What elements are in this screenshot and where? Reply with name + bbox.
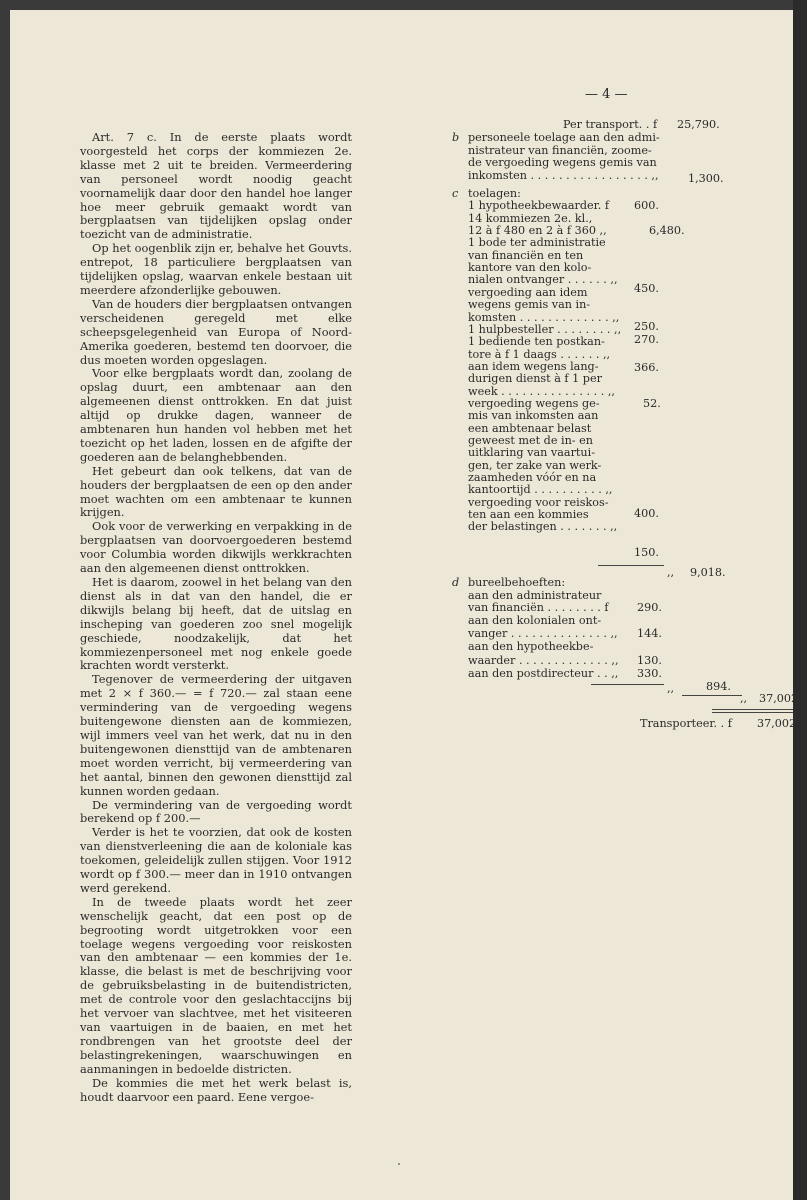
subtotal-rule-d: [591, 684, 664, 685]
item-c-line: 1 hypotheekbewaarder. f: [468, 199, 610, 213]
item-d-line: van financiën . . . . . . . . f: [468, 601, 609, 614]
item-d-value: 330.: [637, 667, 662, 680]
grand-total-prefix: ,,: [740, 692, 748, 705]
total-rule-1: [712, 709, 793, 710]
scan-border-top: [0, 0, 807, 10]
paragraph: Voor elke bergplaats wordt dan, zoolang de opslag duurt, een ambtenaar aan den algemeenen dienst onttrokken. En dat juist altijd op drukke dagen, wanneer de ambtenaren hun handen vol hebben met het toezicht op het laden, lossen en de afgifte der goederen aan de belanghebbenden.: [80, 366, 352, 464]
item-c-line: 1 bode ter administratie: [468, 236, 606, 250]
grand-total-value: 37,002.: [759, 692, 802, 705]
item-c-line: een ambtenaar belast: [468, 421, 592, 435]
item-letter-b: b: [452, 131, 460, 144]
item-c-line: durigen dienst à f 1 per: [468, 372, 602, 386]
item-d-total: 894.: [706, 680, 731, 693]
item-c-line: ten aan een kommies: [468, 508, 589, 522]
item-c-line: 14 kommiezen 2e. kl.,: [468, 211, 593, 225]
item-c-total: 9,018.: [690, 566, 726, 579]
per-transport-value: 25,790.: [677, 118, 720, 131]
item-c-line: komsten . . . . . . . . . . . . . ,,: [468, 310, 620, 324]
paragraph: Tegenover de vermeerdering der uitgaven met 2 × f 360.— = f 720.— zal staan eene vermindering van de vergoeding wegens buitengewone diensten aan de kommiezen, wijl immers veel van het werk, dat nu in den buitengewonen diensttijd van de ambtenaren moet worden verricht, bij vermeerdering van het aantal, binnen den gewonen diensttijd zal kunnen worden gedaan.: [80, 672, 352, 798]
item-c-value: 600.: [634, 199, 659, 212]
item-c-line: gen, ter zake van werk-: [468, 458, 602, 472]
item-c-line: vergoeding wegens ge-: [468, 396, 600, 410]
paragraph: Het gebeurt dan ook telkens, dat van de houders der bergplaatsen de een op den ander moet wachten om een ambtenaar te kunnen krijgen.: [80, 463, 352, 520]
per-transport-label: Per transport. . f: [563, 118, 658, 131]
item-c-line: kantore van den kolo-: [468, 261, 592, 275]
paragraph: Verder is het te voorzien, dat ook de kosten van dienstverleening die aan de koloniale kas toekomen, geleidelijk zullen stijgen. Voor 1912 wordt op f 300.— meer dan in 1910 ontvangen werd gerekend.: [80, 825, 352, 895]
item-d-value: 130.: [637, 654, 662, 667]
item-d-total-prefix: ,,: [667, 682, 675, 695]
paragraph: Het is daarom, zoowel in het belang van den dienst als in dat van den handel, die er dikwijls belang bij heeft, dat de uitslag en inscheping van goederen zoo snel mogelijk geschiede, noodzakelijk, dat het kommiezenpersoneel met nog enkele goede krachten wordt versterkt.: [80, 575, 352, 673]
item-d-line: aan den kolonialen ont-: [468, 614, 602, 627]
item-c-line: geweest met de in- en: [468, 434, 593, 447]
paragraph: De kommies die met het werk belast is, houdt daarvoor een paard. Eene vergoe-: [80, 1075, 352, 1104]
item-d-value: 290.: [637, 601, 662, 614]
transporteer-label: Transporteer. . f: [640, 717, 732, 730]
subtotal-rule-c: [598, 565, 664, 566]
item-d-line: aan den postdirecteur . . ,,: [468, 667, 619, 680]
paper-speck: [398, 1163, 400, 1165]
item-c-line: aan idem wegens lang-: [468, 359, 599, 373]
paragraph: In de tweede plaats wordt het zeer wenschelijk geacht, dat een post op de begrooting wordt uitgetrokken voor een toelage wegens vergoeding voor reiskosten van den ambtenaar — een kommies der 1e. klasse, die belast is met de beschrijving voor de gebruiksbelasting in de buitendistricten, met de controle voor den geslachtaccijns bij het vervoer van slachtvee, met het visiteeren van vaartuigen in de baaien, en met het rondbrengen van het grootste deel der belastingrekeningen, waarschuwingen en aanmaningen in bedoelde districten.: [80, 894, 352, 1076]
item-c-line: van financiën en ten: [468, 248, 584, 262]
item-c-value: 250.: [634, 320, 659, 333]
item-d-value: 144.: [637, 627, 662, 640]
scan-border-right: [793, 0, 807, 1200]
item-c-value: 450.: [634, 282, 659, 295]
item-c-value: 52.: [643, 397, 661, 410]
item-c-value: 366.: [634, 361, 659, 374]
item-c-line: nialen ontvanger . . . . . . ,,: [468, 273, 618, 287]
item-c-line: tore à f 1 daags . . . . . . ,,: [468, 347, 611, 361]
item-c-line: 1 bediende ten postkan-: [468, 335, 605, 349]
paragraph: Op het oogenblik zijn er, behalve het Gouvts. entrepot, 18 particuliere bergplaatsen van tijdelijken opslag, waarvan enkele bestaan uit meerdere afzonderlijke gebouwen.: [80, 241, 352, 297]
item-c-line: kantoortijd . . . . . . . . . . ,,: [468, 483, 613, 497]
page-number: — 4 —: [585, 87, 628, 102]
item-c-line: vergoeding aan idem: [468, 285, 588, 299]
paragraph: Van de houders dier bergplaatsen ontvangen verscheidenen geregeld met elke scheepsgelegenheid van Europa of Noord-Amerika goederen, bestemd ten doorvoer, die dus moeten worden opgeslagen.: [80, 296, 352, 367]
item-d-line: bureelbehoeften:: [468, 576, 566, 589]
item-c-line: uitklaring van vaartui-: [468, 446, 595, 460]
item-c-line: vergoeding voor reiskos-: [468, 495, 609, 509]
item-c-line: week . . . . . . . . . . . . . . . ,,: [468, 384, 615, 398]
item-c-line: toelagen:: [468, 187, 521, 200]
item-c-value: 270.: [634, 333, 659, 346]
item-c-value: 150.: [634, 546, 659, 559]
item-c-value: 6,480.: [649, 224, 685, 237]
item-d-line: waarder . . . . . . . . . . . . . ,,: [468, 654, 619, 667]
paragraph: De vermindering van de vergoeding wordt berekend op f 200.—: [80, 797, 352, 826]
item-b-line: nistrateur van financiën, zoome-: [468, 143, 652, 157]
item-c-line: wegens gemis van in-: [468, 298, 591, 312]
item-c-line: der belastingen . . . . . . . ,,: [468, 520, 618, 534]
item-letter-c: c: [452, 187, 459, 200]
item-c-line: 12 à f 480 en 2 à f 360 ,,: [468, 224, 607, 238]
item-c-line: 1 hulpbesteller . . . . . . . . ,,: [468, 322, 622, 336]
item-c-total-prefix: ,,: [667, 566, 675, 579]
item-b-line: de vergoeding wegens gemis van: [468, 156, 657, 169]
paragraph: Ook voor de verwerking en verpakking in de bergplaatsen van doorvoergoederen bestemd voor Columbia worden dikwijls werkkrachten aan den algemeenen dienst onttrokken.: [80, 519, 352, 576]
item-b-line: personeele toelage aan den admi-: [468, 131, 660, 144]
item-letter-d: d: [452, 576, 460, 589]
transporteer-value: 37,002.: [757, 717, 800, 730]
left-column-text: [80, 131, 352, 1104]
item-c-line: zaamheden vóór en na: [468, 471, 597, 485]
item-b-value: 1,300.: [688, 172, 724, 185]
item-c-value: 400.: [634, 507, 659, 520]
item-d-line: aan den administrateur: [468, 589, 602, 602]
paragraph: Art. 7 c. In de eerste plaats wordt voorgesteld het corps der kommiezen 2e. klasse met 2 uit te breiden. Vermeerdering van personeel wordt noodig geacht voornamelijk daar door den handel hoe langer hoe meer gebruik gemaakt wordt van bergplaatsen van tijdelijken opslag onder toezicht van de administratie.: [80, 130, 352, 242]
item-b-line: inkomsten . . . . . . . . . . . . . . . . . ,,: [468, 168, 659, 182]
item-d-line: aan den hypotheekbe-: [468, 640, 594, 653]
item-d-line: vanger . . . . . . . . . . . . . . ,,: [468, 627, 618, 640]
item-c-line: mis van inkomsten aan: [468, 409, 599, 423]
total-rule-2: [712, 712, 793, 713]
subtotal-rule-d2: [682, 695, 742, 696]
